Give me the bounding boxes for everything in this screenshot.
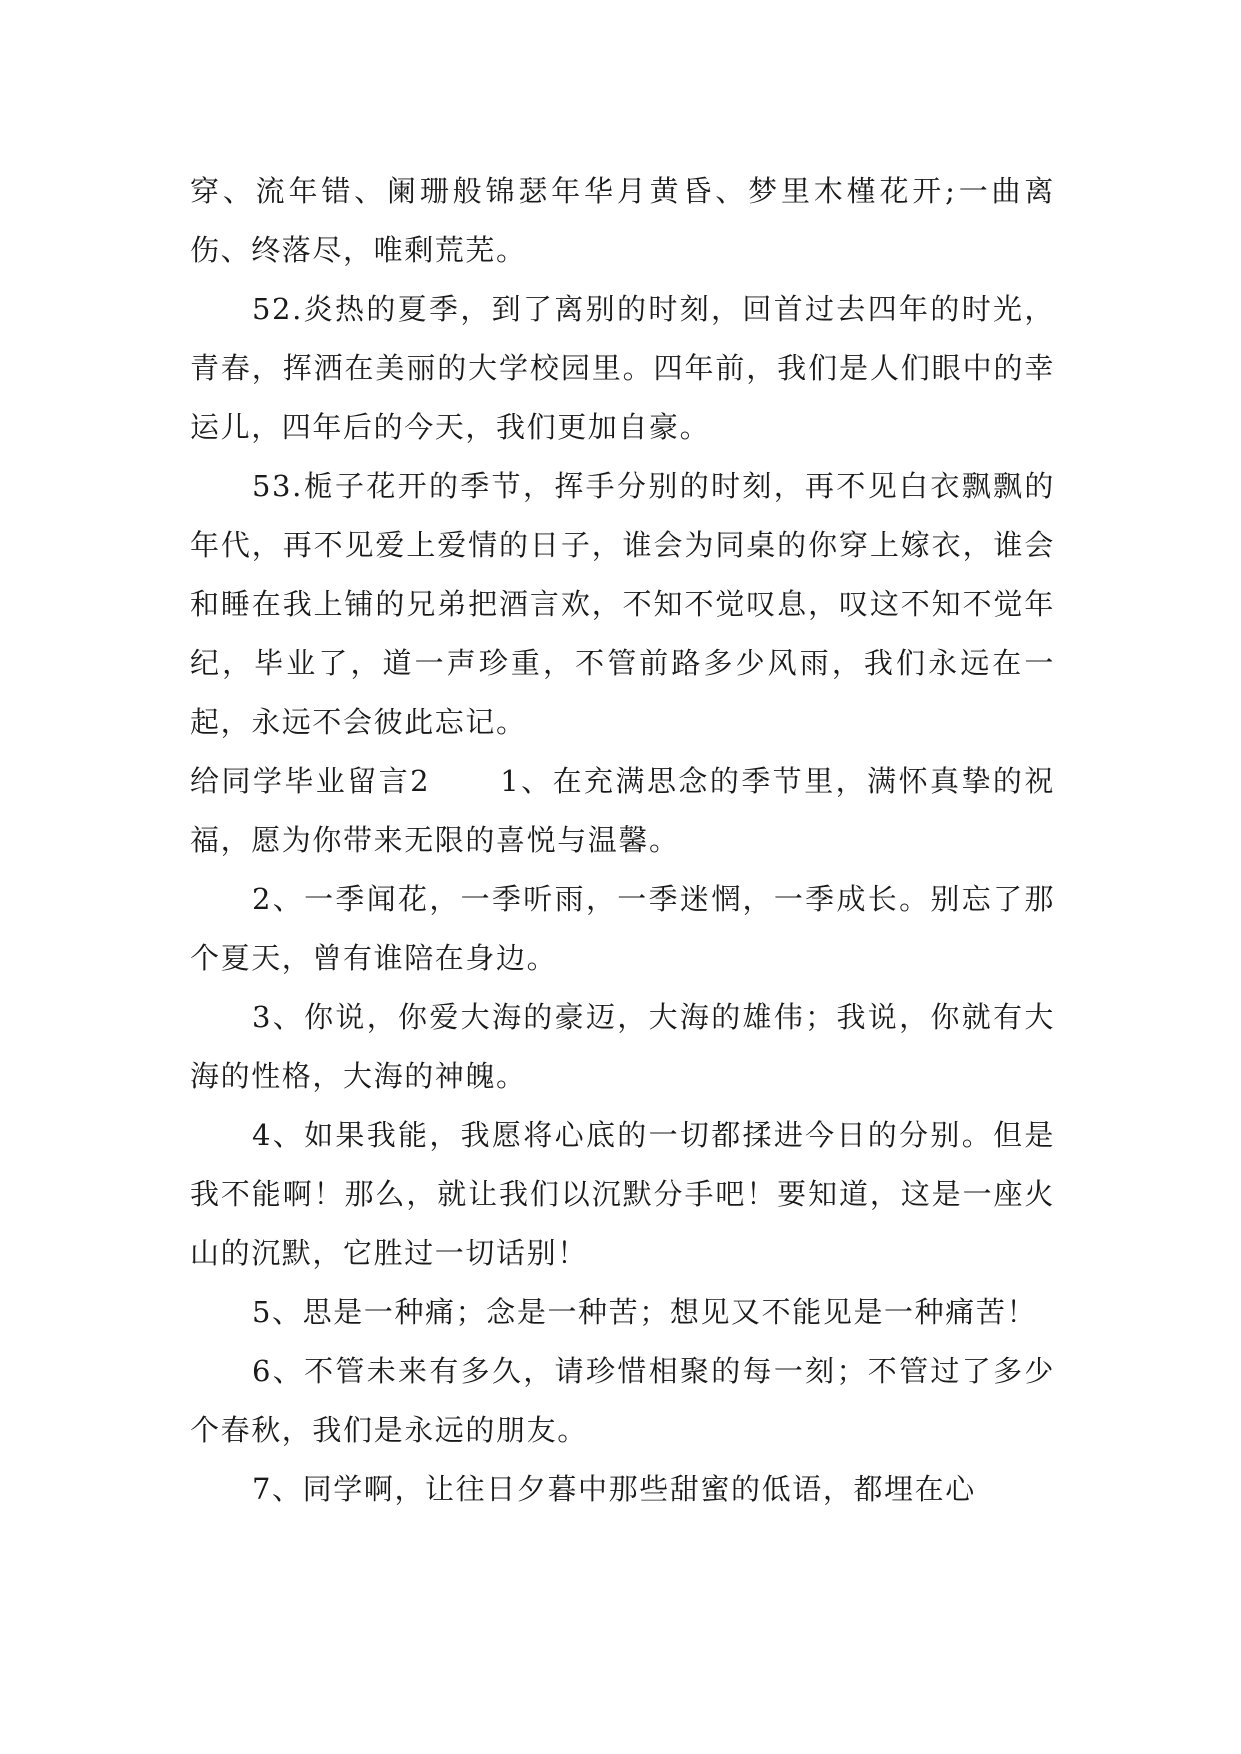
list-item-1: 1、在充满思念的季节里，满怀真挚的祝福，愿为你带来无限的喜悦与温馨。 <box>190 764 1055 857</box>
list-item-7: 7、同学啊，让往日夕暮中那些甜蜜的低语，都埋在心 <box>252 1472 976 1506</box>
section-heading: 给同学毕业留言2 <box>190 764 431 798</box>
list-item-6: 6、不管未来有多久，请珍惜相聚的每一刻；不管过了多少个春秋，我们是永远的朋友。 <box>190 1354 1055 1447</box>
list-item-5: 5、思是一种痛；念是一种苦；想见又不能见是一种痛苦！ <box>252 1295 1038 1329</box>
list-item-2: 2、一季闻花，一季听雨，一季迷惘，一季成长。别忘了那个夏天，曾有谁陪在身边。 <box>190 882 1055 975</box>
document-body <box>190 162 1055 1519</box>
section-gap <box>430 764 500 798</box>
paragraph-52: 52.炎热的夏季，到了离别的时刻，回首过去四年的时光，青春，挥洒在美丽的大学校园里。四年前，我们是人们眼中的幸运儿，四年后的今天，我们更加自豪。 <box>190 292 1055 444</box>
paragraph-53: 53.栀子花开的季节，挥手分别的时刻，再不见白衣飘飘的年代，再不见爱上爱情的日子，谁会为同桌的你穿上嫁衣，谁会和睡在我上铺的兄弟把酒言欢，不知不觉叹息，叹这不知不觉年纪，毕业了，道一声珍重，不管前路多少风雨，我们永远在一起，永远不会彼此忘记。 <box>190 469 1055 739</box>
paragraph-continued: 穿、流年错、阑珊般锦瑟年华月黄昏、梦里木槿花开;一曲离伤、终落尽，唯剩荒芜。 <box>190 174 1055 267</box>
section-paragraph <box>190 752 1055 870</box>
list-item-3: 3、你说，你爱大海的豪迈，大海的雄伟；我说，你就有大海的性格，大海的神魄。 <box>190 1000 1055 1093</box>
list-item-4: 4、如果我能，我愿将心底的一切都揉进今日的分别。但是我不能啊！那么，就让我们以沉默分手吧！要知道，这是一座火山的沉默，它胜过一切话别！ <box>190 1118 1055 1270</box>
